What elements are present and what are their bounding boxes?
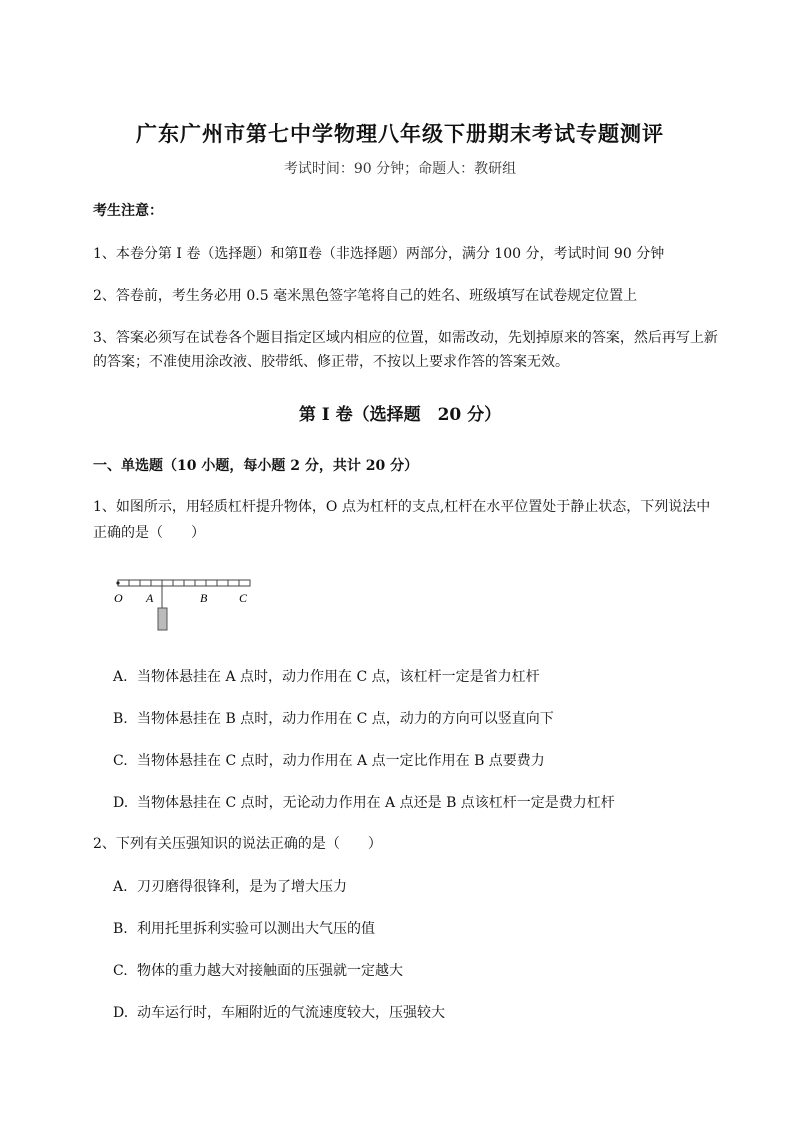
option-label: A. (113, 879, 128, 895)
pivot-point (116, 581, 119, 584)
question-1-option-a[interactable] (113, 666, 540, 686)
option-text: 物体的重力越大对接触面的压强就一定越大 (137, 963, 403, 979)
exam-subtitle: 考试时间：90 分钟；命题人：教研组 (283, 161, 517, 177)
question-1-stem: 1、如图所示，用轻质杠杆提升物体，O 点为杠杆的支点,杠杆在水平位置处于静止状态，下列说法中正确的是（ ） (93, 499, 711, 541)
option-text: 当物体悬挂在 C 点时，无论动力作用在 A 点还是 B 点该杠杆一定是费力杠杆 (137, 795, 615, 811)
question-2-option-c[interactable] (113, 960, 403, 980)
option-text: 刀刃磨得很锋利，是为了增大压力 (137, 879, 347, 895)
label-c: C (239, 591, 248, 605)
option-text: 动车运行时，车厢附近的气流速度较大，压强较大 (137, 1005, 445, 1021)
question-1-option-b[interactable] (113, 708, 554, 728)
option-text: 利用托里拆利实验可以测出大气压的值 (137, 921, 375, 937)
option-text: 当物体悬挂在 A 点时，动力作用在 C 点，该杠杆一定是省力杠杆 (137, 669, 540, 685)
lever-diagram (108, 572, 268, 642)
part-heading: 一、单选题（10 小题，每小题 2 分，共计 20 分） (93, 458, 419, 474)
notice-item-3: 3、答案必须写在试卷各个题目指定区域内相应的位置，如需改动，先划掉原来的答案，然后再写上新的答案；不准使用涂改液、胶带纸、修正带，不按以上要求作答的答案无效。 (93, 330, 718, 370)
question-2-stem: 2、下列有关压强知识的说法正确的是（ ） (93, 836, 382, 852)
option-label: D. (113, 1005, 129, 1021)
option-label: B. (113, 921, 128, 937)
question-2-option-b[interactable] (113, 918, 375, 938)
question-2-option-a[interactable] (113, 876, 347, 896)
label-o: O (114, 591, 123, 605)
notice-item-2: 2、答卷前，考生务必用 0.5 毫米黑色签字笔将自己的姓名、班级填写在试卷规定位置上 (93, 288, 638, 304)
option-label: D. (113, 795, 129, 811)
section-title: 第 I 卷（选择题 20 分） (298, 405, 502, 425)
option-text: 当物体悬挂在 B 点时，动力作用在 C 点，动力的方向可以竖直向下 (137, 711, 554, 727)
question-2-option-d[interactable] (113, 1002, 445, 1022)
option-label: B. (113, 711, 128, 727)
question-1-option-d[interactable] (113, 792, 615, 812)
label-b: B (200, 591, 208, 605)
option-text: 当物体悬挂在 C 点时，动力作用在 A 点一定比作用在 B 点要费力 (137, 753, 545, 769)
hanging-weight (158, 608, 167, 630)
exam-title: 广东广州市第七中学物理八年级下册期末考试专题测评 (136, 121, 664, 146)
option-label: C. (113, 753, 128, 769)
option-label: A. (113, 669, 128, 685)
notice-item-1: 1、本卷分第 I 卷（选择题）和第Ⅱ卷（非选择题）两部分，满分 100 分，考试时间 90 分钟 (93, 246, 665, 262)
option-label: C. (113, 963, 128, 979)
label-a: A (146, 591, 154, 605)
question-1-option-c[interactable] (113, 750, 545, 770)
notice-heading: 考生注意： (93, 203, 163, 219)
